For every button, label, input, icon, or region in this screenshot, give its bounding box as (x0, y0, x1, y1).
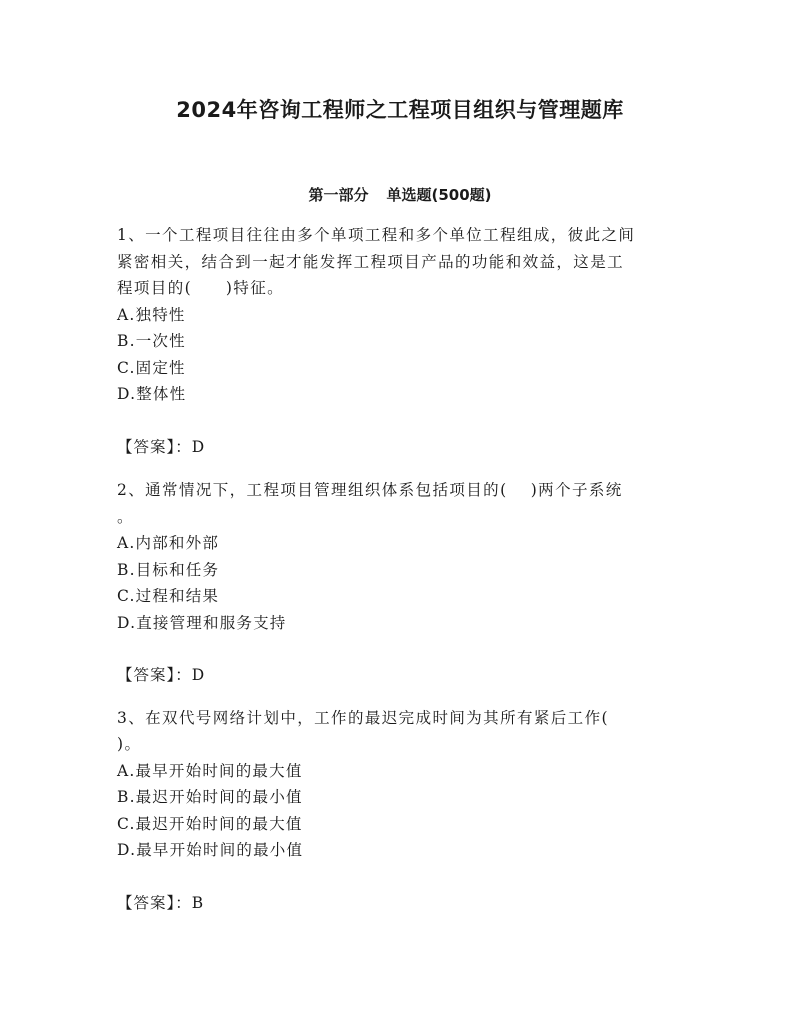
question-stem-line: 。 (117, 507, 134, 526)
question-stem-line: 程项目的( )特征。 (117, 279, 284, 297)
option-d: D.直接管理和服务支持 (117, 613, 287, 632)
answer-value: D (191, 666, 206, 684)
section-part: 第一部分 (308, 186, 369, 204)
option-b: B.一次性 (117, 332, 186, 350)
option-b: B.目标和任务 (117, 560, 220, 579)
question-stem-line: 3、在双代号网络计划中，工作的最迟完成时间为其所有紧后工作( (117, 708, 609, 727)
question-1 (117, 222, 677, 460)
question-stem-line: 1、一个工程项目往往由多个单项工程和多个单位工程组成，彼此之间 (117, 226, 636, 244)
option-c: C.固定性 (117, 358, 186, 377)
question-3 (117, 705, 677, 917)
question-stem-line: 2、通常情况下，工程项目管理组织体系包括项目的( )两个子系统 (117, 481, 623, 499)
option-a: A.最早开始时间的最大值 (117, 761, 303, 780)
answer-line (117, 662, 677, 689)
option-b: B.最迟开始时间的最小值 (117, 788, 303, 806)
option-d: D.最早开始时间的最小值 (117, 841, 304, 859)
option-c: C.最迟开始时间的最大值 (117, 814, 303, 833)
option-a: A.内部和外部 (117, 534, 220, 552)
option-d: D.整体性 (117, 385, 187, 403)
answer-line (117, 890, 677, 917)
document-title: 2024年咨询工程师之工程项目组织与管理题库 (176, 98, 624, 122)
question-2 (117, 477, 677, 689)
question-stem-line: 紧密相关，结合到一起才能发挥工程项目产品的功能和效益，这是工 (117, 252, 625, 271)
answer-value: D (191, 437, 206, 456)
option-a: A.独特性 (117, 305, 186, 324)
section-heading (0, 184, 800, 205)
answer-value: B (191, 893, 205, 912)
question-list (117, 222, 677, 916)
answer-label: 【答案】： (117, 666, 192, 684)
question-stem-line: )。 (117, 735, 142, 753)
section-type: 单选题(500题) (386, 186, 492, 204)
answer-label: 【答案】： (117, 893, 192, 912)
option-c: C.过程和结果 (117, 587, 220, 605)
answer-label: 【答案】： (117, 437, 192, 456)
answer-line (117, 434, 677, 461)
